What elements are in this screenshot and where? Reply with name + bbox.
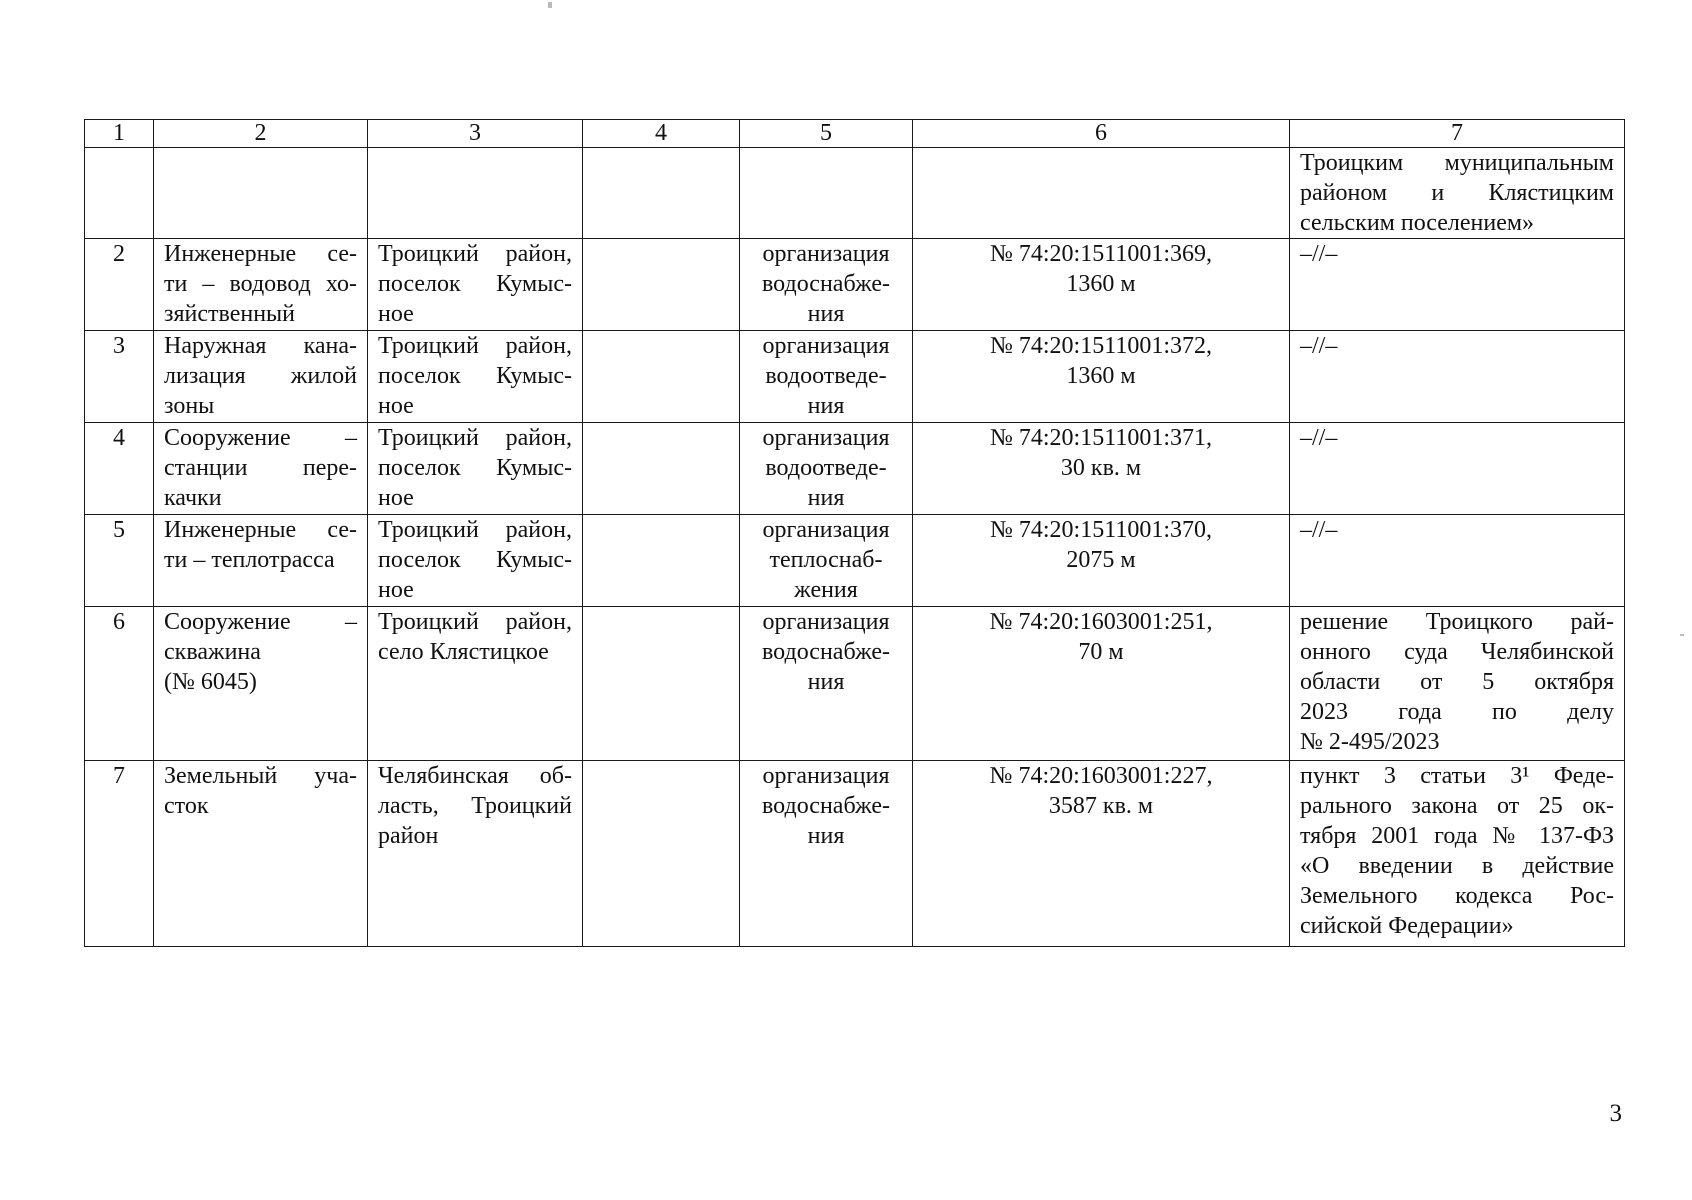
name-line: сток xyxy=(164,793,209,819)
name-line: Инженерные се- xyxy=(164,241,357,267)
location-line: поселок Кумыс- xyxy=(378,455,572,481)
object-name-cell xyxy=(154,331,368,423)
page-number: 3 xyxy=(1609,1100,1622,1127)
row-number-cell xyxy=(85,423,154,515)
location-cell xyxy=(368,423,583,515)
basis-line: сийской Федерации» xyxy=(1300,913,1514,939)
location-line: ное xyxy=(378,577,414,603)
location-line: Челябинская об- xyxy=(378,763,572,789)
name-line: станции пере- xyxy=(164,455,357,481)
purpose-line: организация xyxy=(762,763,890,789)
purpose-cell xyxy=(740,423,913,515)
row-number-cell xyxy=(85,515,154,607)
cadastral-line: 1360 м xyxy=(1066,363,1136,389)
purpose-line: водоотведе- xyxy=(765,363,887,389)
row-number: 7 xyxy=(113,763,125,789)
column-number: 4 xyxy=(583,120,740,148)
location-line: поселок Кумыс- xyxy=(378,363,572,389)
purpose-line: ния xyxy=(807,301,845,327)
purpose-cell xyxy=(740,761,913,947)
purpose-line: жения xyxy=(794,577,858,603)
cell-empty xyxy=(583,239,740,331)
name-line: (№ 6045) xyxy=(164,669,257,695)
column-number: 5 xyxy=(740,120,913,148)
basis-cell xyxy=(1290,607,1625,761)
row-number-cell xyxy=(85,607,154,761)
cadastral-line: 70 м xyxy=(1078,639,1124,665)
cell-empty xyxy=(913,148,1290,239)
column-number: 7 xyxy=(1290,120,1625,148)
basis-line: рального закона от 25 ок- xyxy=(1300,793,1614,819)
name-line: Сооружение – xyxy=(164,425,357,451)
row-number-cell xyxy=(85,761,154,947)
name-line: зяйственный xyxy=(164,301,296,327)
basis-cell xyxy=(1290,148,1625,239)
purpose-cell xyxy=(740,331,913,423)
object-name-cell xyxy=(154,761,368,947)
purpose-cell xyxy=(740,607,913,761)
row-number: 6 xyxy=(113,609,125,635)
scan-mark xyxy=(548,2,552,8)
purpose-line: организация xyxy=(762,517,890,543)
location-line: Троицкий район, xyxy=(378,241,572,267)
location-line: поселок Кумыс- xyxy=(378,271,572,297)
location-line: Троицкий район, xyxy=(378,425,572,451)
cell-empty xyxy=(583,607,740,761)
cadastral-line: 1360 м xyxy=(1066,271,1136,297)
cadastral-line: № 74:20:1511001:371, xyxy=(989,425,1212,451)
cadastral-cell xyxy=(913,423,1290,515)
cell-empty xyxy=(583,761,740,947)
basis-line: 2023 года по делу xyxy=(1300,699,1614,725)
row-number: 5 xyxy=(113,517,125,543)
location-cell xyxy=(368,515,583,607)
purpose-line: ния xyxy=(807,393,845,419)
column-number: 6 xyxy=(913,120,1290,148)
name-line: Наружная кана- xyxy=(164,333,357,359)
name-line: лизация жилой xyxy=(164,363,357,389)
continuation-row xyxy=(85,148,1625,239)
table-row xyxy=(85,515,1625,607)
location-line: поселок Кумыс- xyxy=(378,547,572,573)
scan-mark xyxy=(1680,634,1684,636)
name-line: ти – водовод хо- xyxy=(164,271,357,297)
basis-line: «О введении в действие xyxy=(1300,853,1614,879)
row-number-cell xyxy=(85,239,154,331)
row-number: 4 xyxy=(113,425,125,451)
row-number: 2 xyxy=(113,241,125,267)
name-line: зоны xyxy=(164,393,215,419)
location-line: Троицкий район, xyxy=(378,609,572,635)
basis-line: –//– xyxy=(1300,425,1338,451)
basis-cell xyxy=(1290,239,1625,331)
location-line: ное xyxy=(378,485,414,511)
cadastral-line: № 74:20:1511001:370, xyxy=(989,517,1212,543)
object-name-cell xyxy=(154,423,368,515)
cadastral-line: № 74:20:1511001:369, xyxy=(989,241,1212,267)
column-number: 1 xyxy=(85,120,154,148)
column-number-row xyxy=(85,120,1625,148)
basis-line: онного суда Челябинской xyxy=(1300,639,1614,665)
purpose-line: ния xyxy=(807,669,845,695)
object-name-cell xyxy=(154,607,368,761)
name-line: Сооружение – xyxy=(164,609,357,635)
cell-empty xyxy=(154,148,368,239)
cadastral-line: № 74:20:1511001:372, xyxy=(989,333,1212,359)
basis-line: –//– xyxy=(1300,517,1338,543)
object-name-cell xyxy=(154,515,368,607)
location-line: район xyxy=(378,823,439,849)
location-line: ное xyxy=(378,301,414,327)
basis-line: тября 2001 года № 137-ФЗ xyxy=(1300,823,1614,849)
cadastral-line: 30 кв. м xyxy=(1060,455,1142,481)
basis-line: области от 5 октября xyxy=(1300,669,1614,695)
cadastral-line: № 74:20:1603001:251, xyxy=(989,609,1213,635)
location-cell xyxy=(368,331,583,423)
table-row xyxy=(85,423,1625,515)
basis-line: районом и Клястицким xyxy=(1300,180,1614,206)
location-cell xyxy=(368,607,583,761)
purpose-line: организация xyxy=(762,425,890,451)
column-number: 3 xyxy=(368,120,583,148)
table-row xyxy=(85,239,1625,331)
cell-empty xyxy=(583,331,740,423)
name-line: Инженерные се- xyxy=(164,517,357,543)
cadastral-cell xyxy=(913,761,1290,947)
location-line: ное xyxy=(378,393,414,419)
basis-line: –//– xyxy=(1300,241,1338,267)
basis-cell xyxy=(1290,761,1625,947)
name-line: Земельный уча- xyxy=(164,763,357,789)
row-number-cell xyxy=(85,331,154,423)
property-table xyxy=(84,119,1625,947)
basis-line: сельским поселением» xyxy=(1300,210,1535,236)
object-name-cell xyxy=(154,239,368,331)
cadastral-cell xyxy=(913,331,1290,423)
location-line: село Клястицкое xyxy=(378,639,549,665)
basis-line: Троицким муниципальным xyxy=(1300,150,1614,176)
cell-empty xyxy=(740,148,913,239)
purpose-line: ния xyxy=(807,485,845,511)
purpose-line: организация xyxy=(762,333,890,359)
basis-cell xyxy=(1290,423,1625,515)
name-line: скважина xyxy=(164,639,261,665)
purpose-cell xyxy=(740,239,913,331)
cadastral-cell xyxy=(913,515,1290,607)
table-row xyxy=(85,607,1625,761)
purpose-cell xyxy=(740,515,913,607)
basis-line: пункт 3 статьи 3¹ Феде- xyxy=(1300,763,1614,789)
purpose-line: теплоснаб- xyxy=(769,547,883,573)
cell-empty xyxy=(583,423,740,515)
location-cell xyxy=(368,761,583,947)
basis-line: –//– xyxy=(1300,333,1338,359)
purpose-line: ния xyxy=(807,823,845,849)
cell-empty xyxy=(583,515,740,607)
table-row xyxy=(85,331,1625,423)
cadastral-cell xyxy=(913,607,1290,761)
basis-cell xyxy=(1290,331,1625,423)
name-line: качки xyxy=(164,485,222,511)
cell-empty xyxy=(85,148,154,239)
cell-empty xyxy=(583,148,740,239)
row-number: 3 xyxy=(113,333,125,359)
column-number: 2 xyxy=(154,120,368,148)
basis-cell xyxy=(1290,515,1625,607)
cadastral-line: 3587 кв. м xyxy=(1048,793,1154,819)
cadastral-line: 2075 м xyxy=(1066,547,1136,573)
purpose-line: водоснабже- xyxy=(762,793,890,819)
purpose-line: водоснабже- xyxy=(762,639,890,665)
purpose-line: организация xyxy=(762,609,890,635)
basis-line: решение Троицкого рай- xyxy=(1300,609,1614,635)
table-row xyxy=(85,761,1625,947)
cadastral-line: № 74:20:1603001:227, xyxy=(989,763,1213,789)
location-line: Троицкий район, xyxy=(378,333,572,359)
cell-empty xyxy=(368,148,583,239)
purpose-line: водоотведе- xyxy=(765,455,887,481)
name-line: ти – теплотрасса xyxy=(164,547,335,573)
cadastral-cell xyxy=(913,239,1290,331)
location-line: Троицкий район, xyxy=(378,517,572,543)
purpose-line: организация xyxy=(762,241,890,267)
basis-line: № 2-495/2023 xyxy=(1300,729,1440,755)
location-line: ласть, Троицкий xyxy=(378,793,572,819)
location-cell xyxy=(368,239,583,331)
basis-line: Земельного кодекса Рос- xyxy=(1300,883,1614,909)
purpose-line: водоснабже- xyxy=(762,271,890,297)
